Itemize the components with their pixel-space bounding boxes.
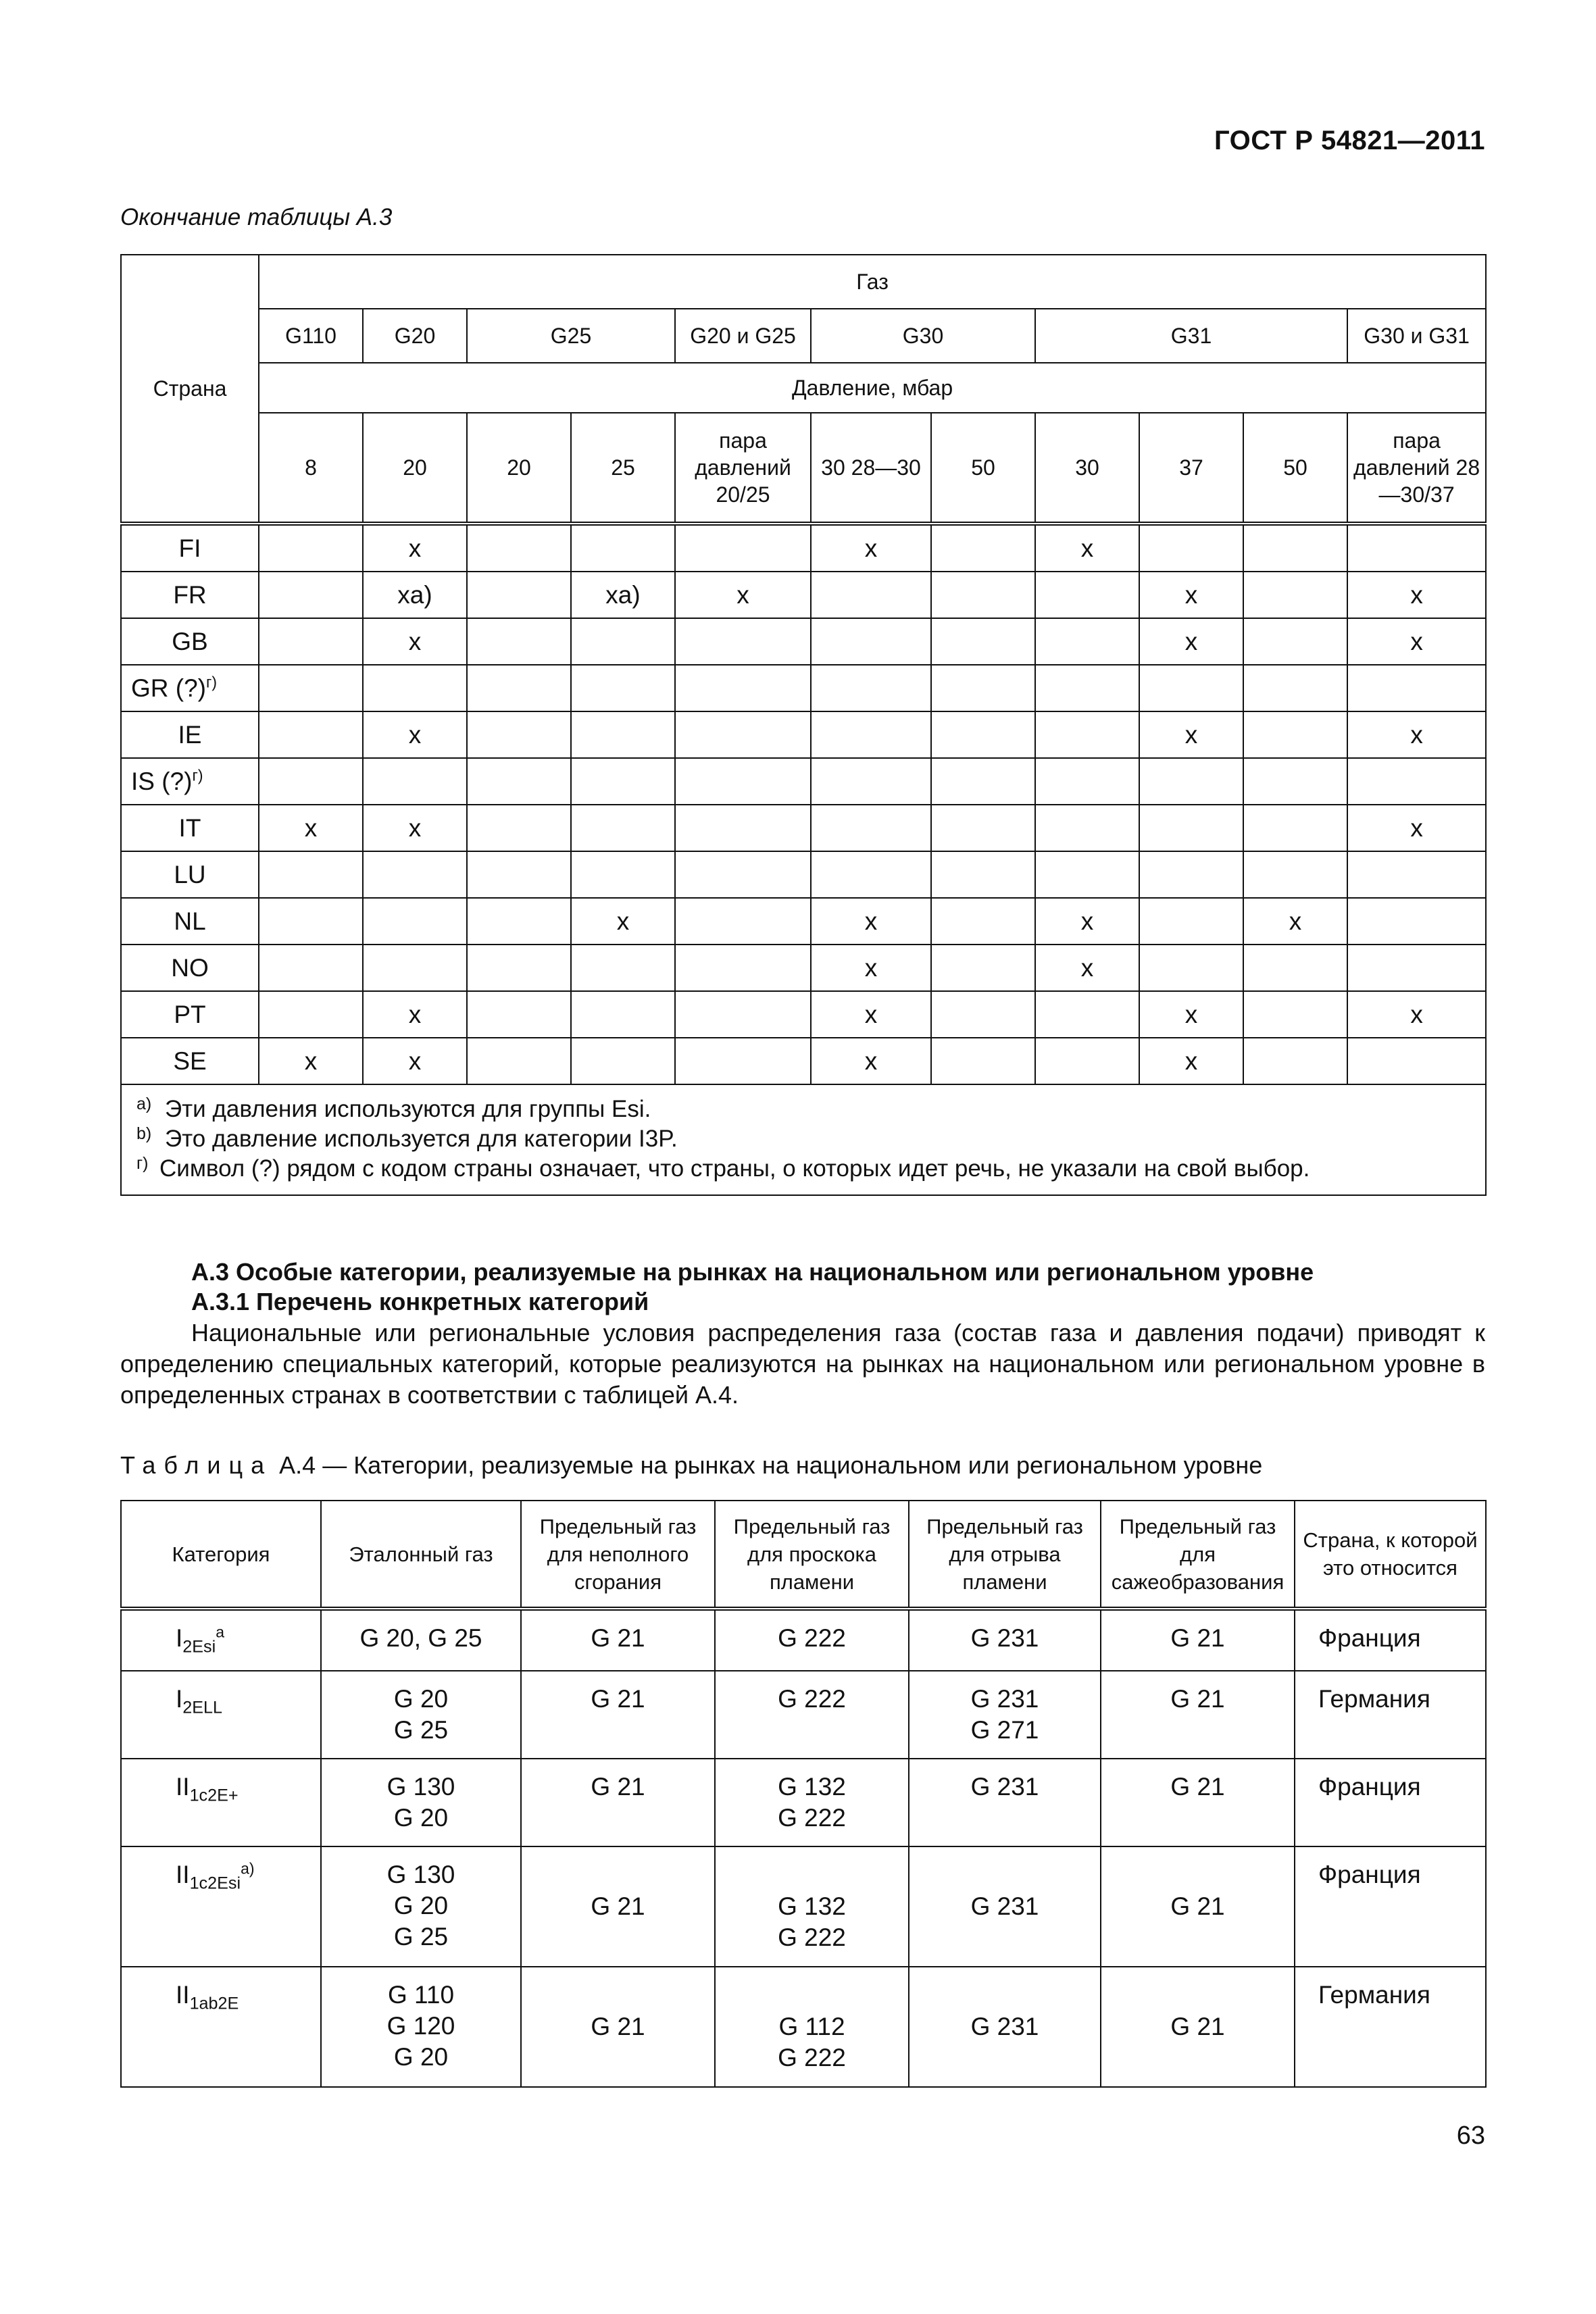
note-text: Это давление используется для категории I3P. [165, 1126, 678, 1152]
note-reference: г) [206, 673, 218, 691]
reference-gas-value: G 20 [393, 1892, 449, 1919]
mark-cell [467, 524, 571, 572]
mark-cell: x [1347, 618, 1486, 665]
document-standard-header: ГОСТ Р 54821—2011 [1214, 126, 1485, 155]
sooting-cell: G 21 [1101, 1609, 1295, 1671]
mark-cell [259, 991, 363, 1038]
reference-gas-value: G 25 [393, 1716, 449, 1744]
mark-cell [1243, 572, 1347, 618]
mark-cell [571, 758, 675, 805]
mark-cell: x [1035, 945, 1139, 991]
flashback-value: G 132 [778, 1892, 846, 1920]
mark-cell: x [811, 524, 931, 572]
mark-cell [1035, 618, 1139, 665]
incomplete-combustion-cell: G 21 [521, 1846, 715, 1967]
country-cell: Франция [1295, 1846, 1486, 1967]
category-subscript: 2ELL [182, 1698, 223, 1717]
mark-cell [1243, 851, 1347, 898]
country-cell: FI [121, 524, 259, 572]
mark-cell [1139, 524, 1243, 572]
table-row [121, 1609, 1486, 1671]
mark-cell: xa) [363, 572, 467, 618]
caption-text: А.4 — Категории, реализуемые на рынках на национальном или региональном уровне [279, 1451, 1263, 1479]
mark-cell [1243, 805, 1347, 851]
gas-header: Газ [259, 255, 1486, 309]
sooting-cell: G 21 [1101, 1967, 1295, 2087]
mark-cell: x [363, 1038, 467, 1084]
paragraph-text: Национальные или региональные условия распределения газа (состав газа и давления подачи) приводят к определению специальных категорий, которые реализуются на рынках на национальном или региональном уровне в определенных странах в соответствии с таблицей А.4. [120, 1319, 1485, 1409]
flashback-cell [715, 1609, 909, 1671]
mark-cell [1347, 945, 1486, 991]
table-row [121, 805, 1486, 851]
mark-cell [1243, 711, 1347, 758]
mark-cell [1347, 898, 1486, 945]
reference-gas-value: G 130 [386, 1861, 455, 1888]
mark-cell [1035, 1038, 1139, 1084]
pressure-value-header: 50 [931, 413, 1035, 524]
mark-cell [1243, 758, 1347, 805]
mark-cell [467, 945, 571, 991]
mark-cell [1035, 851, 1139, 898]
mark-cell [675, 991, 811, 1038]
mark-cell [363, 665, 467, 711]
mark-cell: x [811, 945, 931, 991]
category-cell [121, 1759, 321, 1846]
country-cell: GB [121, 618, 259, 665]
mark-cell: x [363, 618, 467, 665]
mark-cell [1035, 665, 1139, 711]
category-cell [121, 1846, 321, 1967]
mark-cell [467, 805, 571, 851]
mark-cell [571, 991, 675, 1038]
mark-cell [1243, 991, 1347, 1038]
mark-cell [363, 758, 467, 805]
flame-liftoff-cell [909, 1967, 1101, 2087]
mark-cell [1243, 524, 1347, 572]
column-header: Предельный газ для сажеобразования [1101, 1501, 1295, 1609]
mark-cell [259, 524, 363, 572]
mark-cell [259, 945, 363, 991]
mark-cell [571, 618, 675, 665]
mark-cell [931, 991, 1035, 1038]
mark-cell: x [811, 991, 931, 1038]
mark-cell: x [363, 991, 467, 1038]
mark-cell [811, 805, 931, 851]
gas-group-header: G20 и G25 [675, 309, 811, 363]
gas-group-header: G31 [1035, 309, 1347, 363]
mark-cell [467, 711, 571, 758]
category-main: II [176, 1773, 190, 1801]
incomplete-combustion-cell: G 21 [521, 1609, 715, 1671]
mark-cell [931, 805, 1035, 851]
column-header: Предельный газ для проскока пламени [715, 1501, 909, 1609]
table-row [121, 711, 1486, 758]
mark-cell [467, 572, 571, 618]
mark-cell [811, 618, 931, 665]
country-cell: Германия [1295, 1967, 1486, 2087]
flashback-value: G 112 [778, 2013, 845, 2040]
flashback-cell [715, 1759, 909, 1846]
table-row [121, 1846, 1486, 1967]
mark-cell: x [1035, 898, 1139, 945]
table-row [121, 945, 1486, 991]
country-cell: SE [121, 1038, 259, 1084]
pressure-value-header: пара давлений 28—30/37 [1347, 413, 1486, 524]
mark-cell [1139, 945, 1243, 991]
country-column-header: Страна [121, 255, 259, 524]
pressure-value-header: 37 [1139, 413, 1243, 524]
country-cell: NL [121, 898, 259, 945]
mark-cell [675, 758, 811, 805]
mark-cell [931, 945, 1035, 991]
reference-gas-value: G 20, G 25 [359, 1624, 482, 1652]
flame-liftoff-value: G 231 [970, 1624, 1039, 1652]
table-row [121, 1759, 1486, 1846]
table-row [121, 1671, 1486, 1759]
flashback-value: G 222 [778, 1923, 846, 1951]
country-code: GR (?)$^{г)}$ [131, 673, 218, 702]
column-header: Предельный газ для отрыва пламени [909, 1501, 1101, 1609]
table-continuation-title: Окончание таблицы А.3 [120, 204, 393, 230]
mark-cell [259, 711, 363, 758]
mark-cell: x [675, 572, 811, 618]
table-note [136, 1154, 1473, 1184]
pressure-value-header: 30 [1035, 413, 1139, 524]
reference-gas-value: G 120 [386, 2012, 455, 2040]
mark-cell: x [1139, 711, 1243, 758]
mark-cell [1035, 805, 1139, 851]
flame-liftoff-value: G 231 [970, 1892, 1039, 1920]
category-superscript: a) [241, 1859, 255, 1878]
reference-gas-cell [321, 1609, 521, 1671]
mark-cell: x [1347, 991, 1486, 1038]
mark-cell [675, 945, 811, 991]
table-row [121, 898, 1486, 945]
flame-liftoff-value: G 231 [970, 2013, 1039, 2040]
pressure-value-header: 50 [1243, 413, 1347, 524]
mark-cell [1035, 711, 1139, 758]
mark-cell [1243, 945, 1347, 991]
reference-gas-value: G 20 [393, 1685, 449, 1713]
gas-group-header: G25 [467, 309, 675, 363]
mark-cell: x [1139, 618, 1243, 665]
category-superscript: a [216, 1623, 224, 1641]
pressure-header: Давление, мбар [259, 363, 1486, 413]
mark-cell [931, 524, 1035, 572]
mark-cell [571, 711, 675, 758]
column-header: Предельный газ для неполного сгорания [521, 1501, 715, 1609]
mark-cell [1243, 1038, 1347, 1084]
flashback-value: G 222 [778, 2044, 846, 2071]
flame-liftoff-cell [909, 1759, 1101, 1846]
country-cell: Франция [1295, 1759, 1486, 1846]
sooting-cell: G 21 [1101, 1671, 1295, 1759]
caption-word: Таблица [120, 1451, 273, 1479]
section-heading-a3: А.3 Особые категории, реализуемые на рынках на национальном или региональном уровне [191, 1258, 1314, 1286]
reference-gas-value: G 20 [393, 2043, 449, 2071]
mark-cell [675, 1038, 811, 1084]
table-row [121, 991, 1486, 1038]
table-row [121, 1038, 1486, 1084]
sooting-cell: G 21 [1101, 1846, 1295, 1967]
note-text: Символ (?) рядом с кодом страны означает, что страны, о которых идет речь, не указали на свой выбор. [159, 1155, 1310, 1182]
mark-cell [1139, 898, 1243, 945]
country-cell: Франция [1295, 1609, 1486, 1671]
gas-group-header: G110 [259, 309, 363, 363]
mark-cell: xa) [571, 572, 675, 618]
mark-cell [259, 618, 363, 665]
category-main: II [176, 1981, 190, 2009]
country-cell: IT [121, 805, 259, 851]
mark-cell [1139, 665, 1243, 711]
mark-cell [1243, 618, 1347, 665]
mark-cell: x [363, 711, 467, 758]
mark-cell [363, 851, 467, 898]
mark-cell [931, 1038, 1035, 1084]
mark-cell [811, 572, 931, 618]
mark-cell [1139, 758, 1243, 805]
mark-cell [467, 898, 571, 945]
incomplete-combustion-cell: G 21 [521, 1967, 715, 2087]
reference-gas-value: G 110 [387, 1981, 455, 2009]
table-a4-header-row [121, 1501, 1486, 1609]
pressure-value-header: 30 28—30 [811, 413, 931, 524]
table-a3 [120, 254, 1487, 1196]
mark-cell [467, 851, 571, 898]
flashback-cell [715, 1671, 909, 1759]
mark-cell [1347, 851, 1486, 898]
pressure-values-row [121, 413, 1486, 524]
category-subscript: 1ab2E [189, 1994, 239, 2013]
mark-cell [1035, 991, 1139, 1038]
table-row [121, 758, 1486, 805]
reference-gas-cell [321, 1846, 521, 1967]
mark-cell [259, 758, 363, 805]
mark-cell: x [1347, 711, 1486, 758]
column-header: Страна, к которой это относится [1295, 1501, 1486, 1609]
mark-cell [363, 898, 467, 945]
country-cell [121, 758, 259, 805]
gas-group-header: G30 [811, 309, 1035, 363]
mark-cell: x [1243, 898, 1347, 945]
gas-group-header: G30 и G31 [1347, 309, 1486, 363]
mark-cell [467, 758, 571, 805]
mark-cell: x [1347, 805, 1486, 851]
mark-cell [1139, 851, 1243, 898]
mark-cell [1347, 665, 1486, 711]
category-cell [121, 1609, 321, 1671]
country-code: IS (?)$^{г)}$ [131, 766, 203, 795]
reference-gas-value: G 130 [386, 1773, 455, 1801]
reference-gas-value: G 20 [393, 1804, 449, 1832]
pressure-value-header: пара давлений 20/25 [675, 413, 811, 524]
flame-liftoff-cell [909, 1671, 1101, 1759]
category-main: II [176, 1861, 190, 1888]
pressure-value-header: 20 [363, 413, 467, 524]
mark-cell [811, 851, 931, 898]
mark-cell: x [259, 1038, 363, 1084]
mark-cell [931, 711, 1035, 758]
note-reference: г) [192, 766, 203, 784]
table-note [136, 1095, 1473, 1124]
mark-cell [571, 851, 675, 898]
mark-cell [931, 572, 1035, 618]
flashback-value: G 222 [778, 1624, 846, 1652]
mark-cell: x [1139, 991, 1243, 1038]
mark-cell [259, 665, 363, 711]
mark-cell [811, 758, 931, 805]
pressure-value-header: 25 [571, 413, 675, 524]
table-a4-caption [120, 1451, 1262, 1480]
pressure-value-header: 20 [467, 413, 571, 524]
mark-cell [931, 898, 1035, 945]
mark-cell [571, 524, 675, 572]
section-heading-a31: А.3.1 Перечень конкретных категорий [191, 1288, 649, 1315]
flame-liftoff-value: G 231 [970, 1773, 1039, 1801]
reference-gas-cell [321, 1967, 521, 2087]
mark-cell [571, 1038, 675, 1084]
category-subscript: 1c2E+ [189, 1786, 239, 1805]
mark-cell: x [363, 805, 467, 851]
category-main: I [176, 1685, 183, 1713]
mark-cell [571, 665, 675, 711]
mark-cell [1035, 572, 1139, 618]
country-cell: LU [121, 851, 259, 898]
mark-cell [571, 945, 675, 991]
mark-cell [675, 711, 811, 758]
mark-cell [811, 711, 931, 758]
table-note [136, 1124, 1473, 1154]
page-number: 63 [1456, 2121, 1485, 2150]
country-cell: FR [121, 572, 259, 618]
flame-liftoff-value: G 231 [970, 1685, 1039, 1713]
table-notes [121, 1084, 1486, 1195]
flame-liftoff-value: G 271 [970, 1716, 1039, 1744]
mark-cell [259, 851, 363, 898]
pressure-value-header: 8 [259, 413, 363, 524]
mark-cell [363, 945, 467, 991]
mark-cell: x [363, 524, 467, 572]
mark-cell [467, 991, 571, 1038]
table-row [121, 1967, 1486, 2087]
country-cell: NO [121, 945, 259, 991]
category-subscript: 2Esi [182, 1637, 216, 1657]
country-cell: Германия [1295, 1671, 1486, 1759]
table-row [121, 572, 1486, 618]
incomplete-combustion-cell: G 21 [521, 1671, 715, 1759]
mark-cell: x [571, 898, 675, 945]
reference-gas-value: G 25 [393, 1923, 449, 1951]
mark-cell [675, 898, 811, 945]
column-header: Эталонный газ [321, 1501, 521, 1609]
mark-cell [467, 665, 571, 711]
gas-group-header: G20 [363, 309, 467, 363]
mark-cell: x [811, 898, 931, 945]
table-row [121, 524, 1486, 572]
category-cell [121, 1671, 321, 1759]
mark-cell [1035, 758, 1139, 805]
mark-cell [259, 898, 363, 945]
reference-gas-cell [321, 1759, 521, 1846]
reference-gas-cell [321, 1671, 521, 1759]
mark-cell [467, 618, 571, 665]
section-paragraph [120, 1317, 1485, 1411]
mark-cell [675, 665, 811, 711]
mark-cell [1243, 665, 1347, 711]
mark-cell [467, 1038, 571, 1084]
country-cell: IE [121, 711, 259, 758]
mark-cell [675, 524, 811, 572]
flashback-value: G 132 [778, 1773, 846, 1801]
mark-cell: x [1139, 572, 1243, 618]
mark-cell: x [811, 1038, 931, 1084]
mark-cell [811, 665, 931, 711]
mark-cell [931, 665, 1035, 711]
note-mark: a) [136, 1095, 152, 1113]
country-cell: PT [121, 991, 259, 1038]
table-row [121, 665, 1486, 711]
note-mark: г) [136, 1154, 149, 1173]
table-row [121, 851, 1486, 898]
mark-cell [1347, 1038, 1486, 1084]
mark-cell [571, 805, 675, 851]
flame-liftoff-cell [909, 1609, 1101, 1671]
mark-cell [675, 805, 811, 851]
flashback-cell [715, 1967, 909, 2087]
table-a4 [120, 1500, 1487, 2088]
gas-group-row [121, 309, 1486, 363]
sooting-cell: G 21 [1101, 1759, 1295, 1846]
mark-cell [675, 851, 811, 898]
mark-cell [1347, 524, 1486, 572]
mark-cell [675, 618, 811, 665]
incomplete-combustion-cell: G 21 [521, 1759, 715, 1846]
column-header: Категория [121, 1501, 321, 1609]
mark-cell [1347, 758, 1486, 805]
note-mark: b) [136, 1124, 152, 1143]
mark-cell: x [1347, 572, 1486, 618]
mark-cell: x [1139, 1038, 1243, 1084]
mark-cell: x [259, 805, 363, 851]
table-row [121, 618, 1486, 665]
country-cell [121, 665, 259, 711]
mark-cell [931, 758, 1035, 805]
mark-cell [931, 851, 1035, 898]
flashback-value: G 222 [778, 1804, 846, 1832]
flashback-cell [715, 1846, 909, 1967]
category-main: I [176, 1624, 183, 1652]
mark-cell [259, 572, 363, 618]
flame-liftoff-cell [909, 1846, 1101, 1967]
mark-cell: x [1035, 524, 1139, 572]
category-subscript: 1c2Esi [189, 1873, 241, 1893]
note-text: Эти давления используются для группы Esi. [165, 1096, 651, 1122]
flashback-value: G 222 [778, 1685, 846, 1713]
category-cell [121, 1967, 321, 2087]
mark-cell [931, 618, 1035, 665]
mark-cell [1139, 805, 1243, 851]
